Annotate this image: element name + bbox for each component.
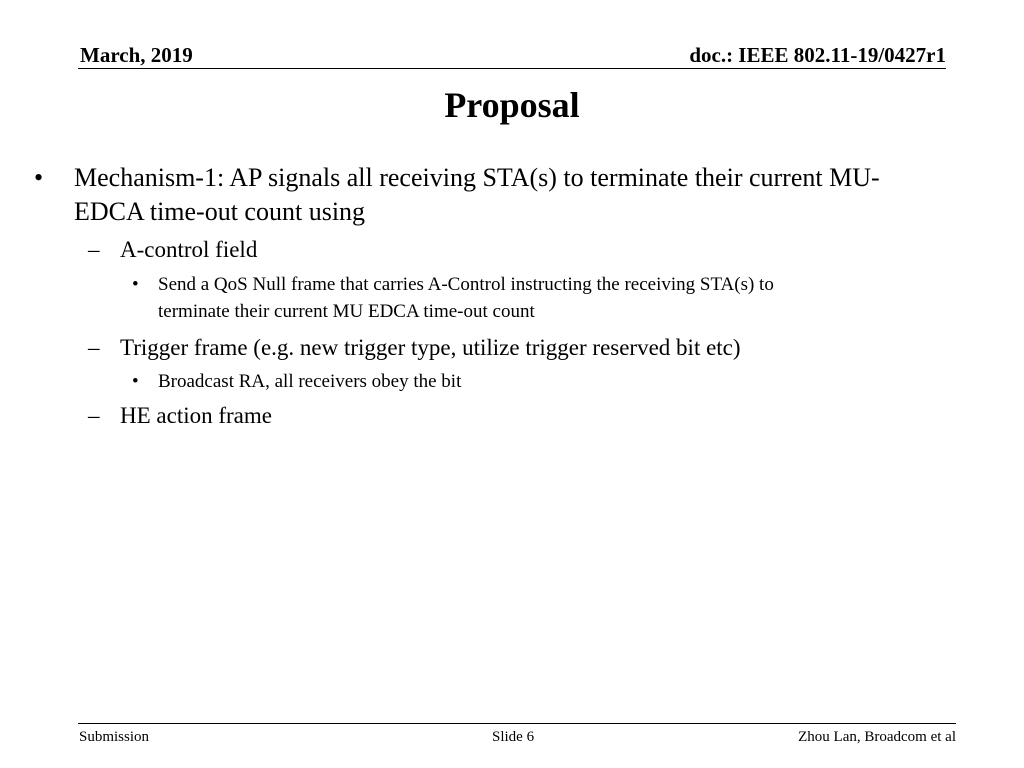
bullet-marker: • — [34, 163, 44, 192]
header-divider — [78, 68, 946, 69]
sub-sub-bullet-qos-null-line-1: Send a QoS Null frame that carries A-Control instructing the receiving STA(s) to — [158, 274, 774, 295]
footer-submission: Submission — [79, 729, 150, 745]
dash-marker: – — [88, 335, 100, 360]
footer-slide-number: Slide 6 — [492, 729, 535, 745]
sub-sub-bullet-qos-null-line-2: terminate their current MU EDCA time-out count — [158, 301, 535, 322]
bullet-mechanism-1-line-2: EDCA time-out count using — [74, 197, 366, 226]
bullet-mechanism-1-line-1: Mechanism-1: AP signals all receiving STA(s) to terminate their current MU- — [74, 163, 880, 192]
slide-title: Proposal — [444, 85, 580, 125]
bullet-marker: • — [132, 371, 139, 392]
dash-marker: – — [88, 403, 100, 428]
footer-author: Zhou Lan, Broadcom et al — [798, 729, 956, 745]
sub-sub-bullet-broadcast-ra: Broadcast RA, all receivers obey the bit — [158, 371, 462, 392]
footer-divider — [78, 723, 956, 724]
header-doc-id: doc.: IEEE 802.11-19/0427r1 — [689, 43, 946, 67]
bullet-marker: • — [132, 274, 139, 295]
dash-marker: – — [88, 237, 100, 262]
sub-bullet-trigger-frame: Trigger frame (e.g. new trigger type, utilize trigger reserved bit etc) — [120, 335, 741, 360]
sub-bullet-he-action-frame: HE action frame — [120, 403, 272, 428]
sub-bullet-a-control: A-control field — [120, 237, 258, 262]
header-date: March, 2019 — [80, 43, 193, 67]
